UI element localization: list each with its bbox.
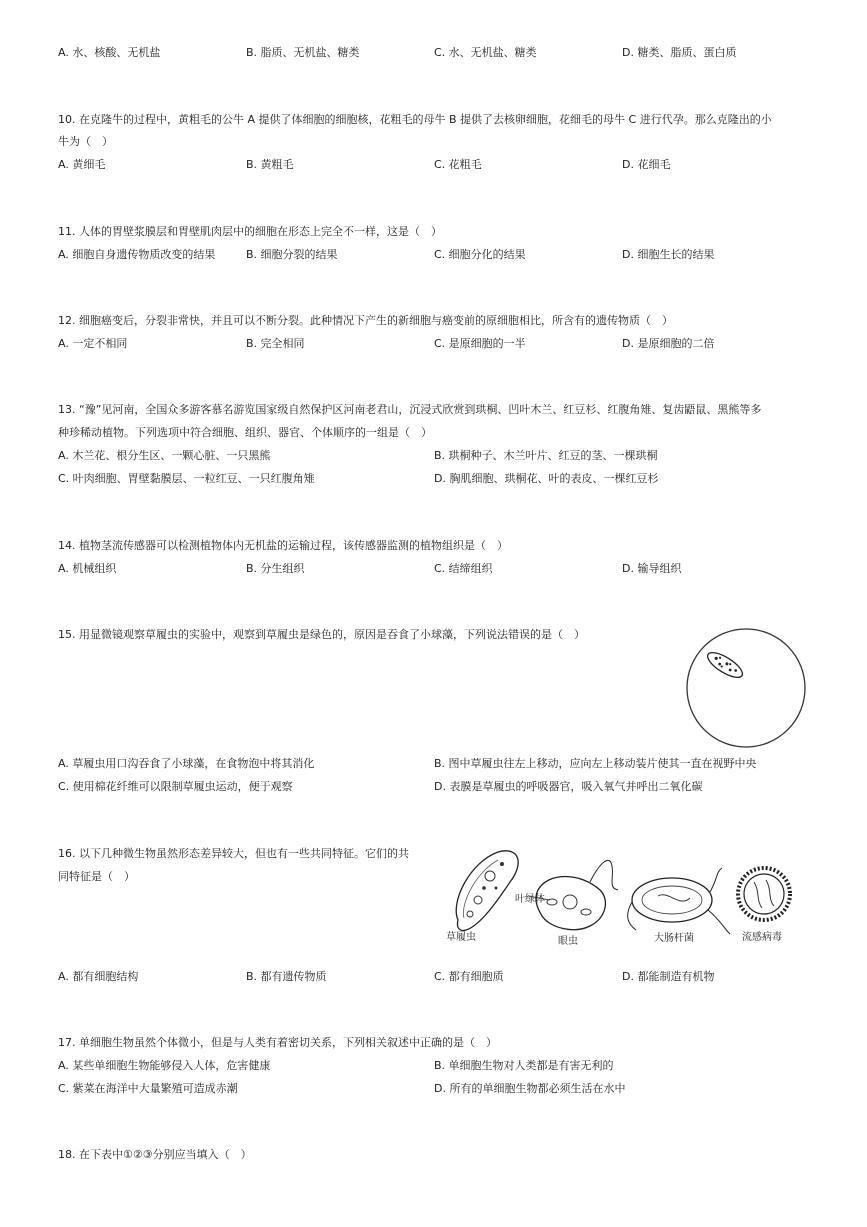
q11-option-d: D. 细胞生长的结果 [622,248,715,261]
q15-option-d: D. 表膜是草履虫的呼吸器官，吸入氧气并呼出二氧化碳 [434,780,703,793]
q9-option-d: D. 糖类、脂质、蛋白质 [622,46,737,59]
q10-option-c: C. 花粗毛 [434,158,482,171]
q17-option-b: B. 单细胞生物对人类都是有害无利的 [434,1059,614,1072]
q17-option-a: A. 某些单细胞生物能够侵入人体，危害健康 [58,1059,271,1072]
q16-stem-line1: 16. 以下几种微生物虽然形态差异较大，但也有一些共同特征。它们的共 [58,847,409,860]
q16-option-b: B. 都有遗传物质 [246,970,327,983]
q16-option-a: A. 都有细胞结构 [58,970,139,983]
q13-stem-line2: 种珍稀动植物。下列选项中符合细胞、组织、器官、个体顺序的一组是（ ） [58,426,432,439]
q14-option-d: D. 输导组织 [622,562,682,575]
q11-option-c: C. 细胞分化的结果 [434,248,526,261]
q11-option-b: B. 细胞分裂的结果 [246,248,338,261]
q14-stem: 14. 植物茎流传感器可以检测植物体内无机盐的运输过程，该传感器监测的植物组织是（ ） [58,539,508,552]
q13-option-b: B. 珙桐种子、木兰叶片、红豆的茎、一棵珙桐 [434,449,658,462]
q12-option-c: C. 是原细胞的一半 [434,337,526,350]
microorganisms-figure [440,842,820,952]
label-paramecium: 草履虫 [446,932,476,943]
q16-option-d: D. 都能制造有机物 [622,970,715,983]
q15-option-b: B. 图中草履虫往左上移动，应向左上移动装片使其一直在视野中央 [434,757,757,770]
q11-stem: 11. 人体的胃壁浆膜层和胃壁肌肉层中的细胞在形态上完全不一样，这是（ ） [58,225,442,238]
label-virus: 流感病毒 [742,932,782,943]
q18-stem: 18. 在下表中①②③分别应当填入（ ） [58,1148,252,1161]
q14-option-b: B. 分生组织 [246,562,305,575]
q10-option-d: D. 花细毛 [622,158,671,171]
q15-option-c: C. 使用棉花纤维可以限制草履虫运动，便于观察 [58,780,293,793]
q17-option-d: D. 所有的单细胞生物都必须生活在水中 [434,1082,626,1095]
q9-option-c: C. 水、无机盐、糖类 [434,46,537,59]
q13-stem-line1: 13. “豫”见河南，全国众多游客慕名游览国家级自然保护区河南老君山，沉浸式欣赏到珙桐、凹叶木兰、红豆杉、红腹角雉、复齿鼯鼠、黑熊等多 [58,403,762,416]
q16-option-c: C. 都有细胞质 [434,970,504,983]
q14-option-c: C. 结缔组织 [434,562,493,575]
q13-option-d: D. 胸肌细胞、珙桐花、叶的表皮、一棵红豆杉 [434,472,659,485]
label-chloroplast: 叶绿体 [515,894,545,905]
q15-stem: 15. 用显微镜观察草履虫的实验中，观察到草履虫是绿色的，原因是吞食了小球藻，下列说法错误的是（ ） [58,628,585,641]
q15-option-a: A. 草履虫用口沟吞食了小球藻，在食物泡中将其消化 [58,757,315,770]
q12-stem: 12. 细胞癌变后，分裂非常快，并且可以不断分裂。此种情况下产生的新细胞与癌变前的原细胞相比，所含有的遗传物质（ ） [58,314,673,327]
q10-option-b: B. 黄粗毛 [246,158,294,171]
field-of-view-circle [687,629,805,747]
q10-stem-line1: 10. 在克隆牛的过程中，黄粗毛的公牛 A 提供了体细胞的细胞核，花粗毛的母牛 B 提供了去核卵细胞，花细毛的母牛 C 进行代孕。那么克隆出的小 [58,113,772,126]
influenza-virus-drawing [738,868,790,920]
q12-option-b: B. 完全相同 [246,337,305,350]
q13-option-c: C. 叶肉细胞、胃壁黏膜层、一粒红豆、一只红腹角雉 [58,472,315,485]
q12-option-d: D. 是原细胞的二倍 [622,337,715,350]
q16-stem-line2: 同特征是（ ） [58,870,135,883]
q10-stem-line2: 牛为（ ） [58,135,113,148]
q14-option-a: A. 机械组织 [58,562,117,575]
q13-option-a: A. 木兰花、根分生区、一颗心脏、一只黑熊 [58,449,271,462]
q10-option-a: A. 黄细毛 [58,158,106,171]
q11-option-a: A. 细胞自身遗传物质改变的结果 [58,248,216,261]
q17-option-c: C. 紫菜在海洋中大量繁殖可造成赤潮 [58,1082,238,1095]
microscope-field-figure [683,625,809,751]
label-ecoli: 大肠杆菌 [654,933,694,944]
ecoli-drawing [628,868,730,934]
q9-option-a: A. 水、核酸、无机盐 [58,46,161,59]
q9-option-b: B. 脂质、无机盐、糖类 [246,46,360,59]
q12-option-a: A. 一定不相同 [58,337,128,350]
label-euglena: 眼虫 [558,936,578,947]
paramecium-drawing [456,851,518,931]
q17-stem: 17. 单细胞生物虽然个体微小，但是与人类有着密切关系，下列相关叙述中正确的是（ ） [58,1036,497,1049]
